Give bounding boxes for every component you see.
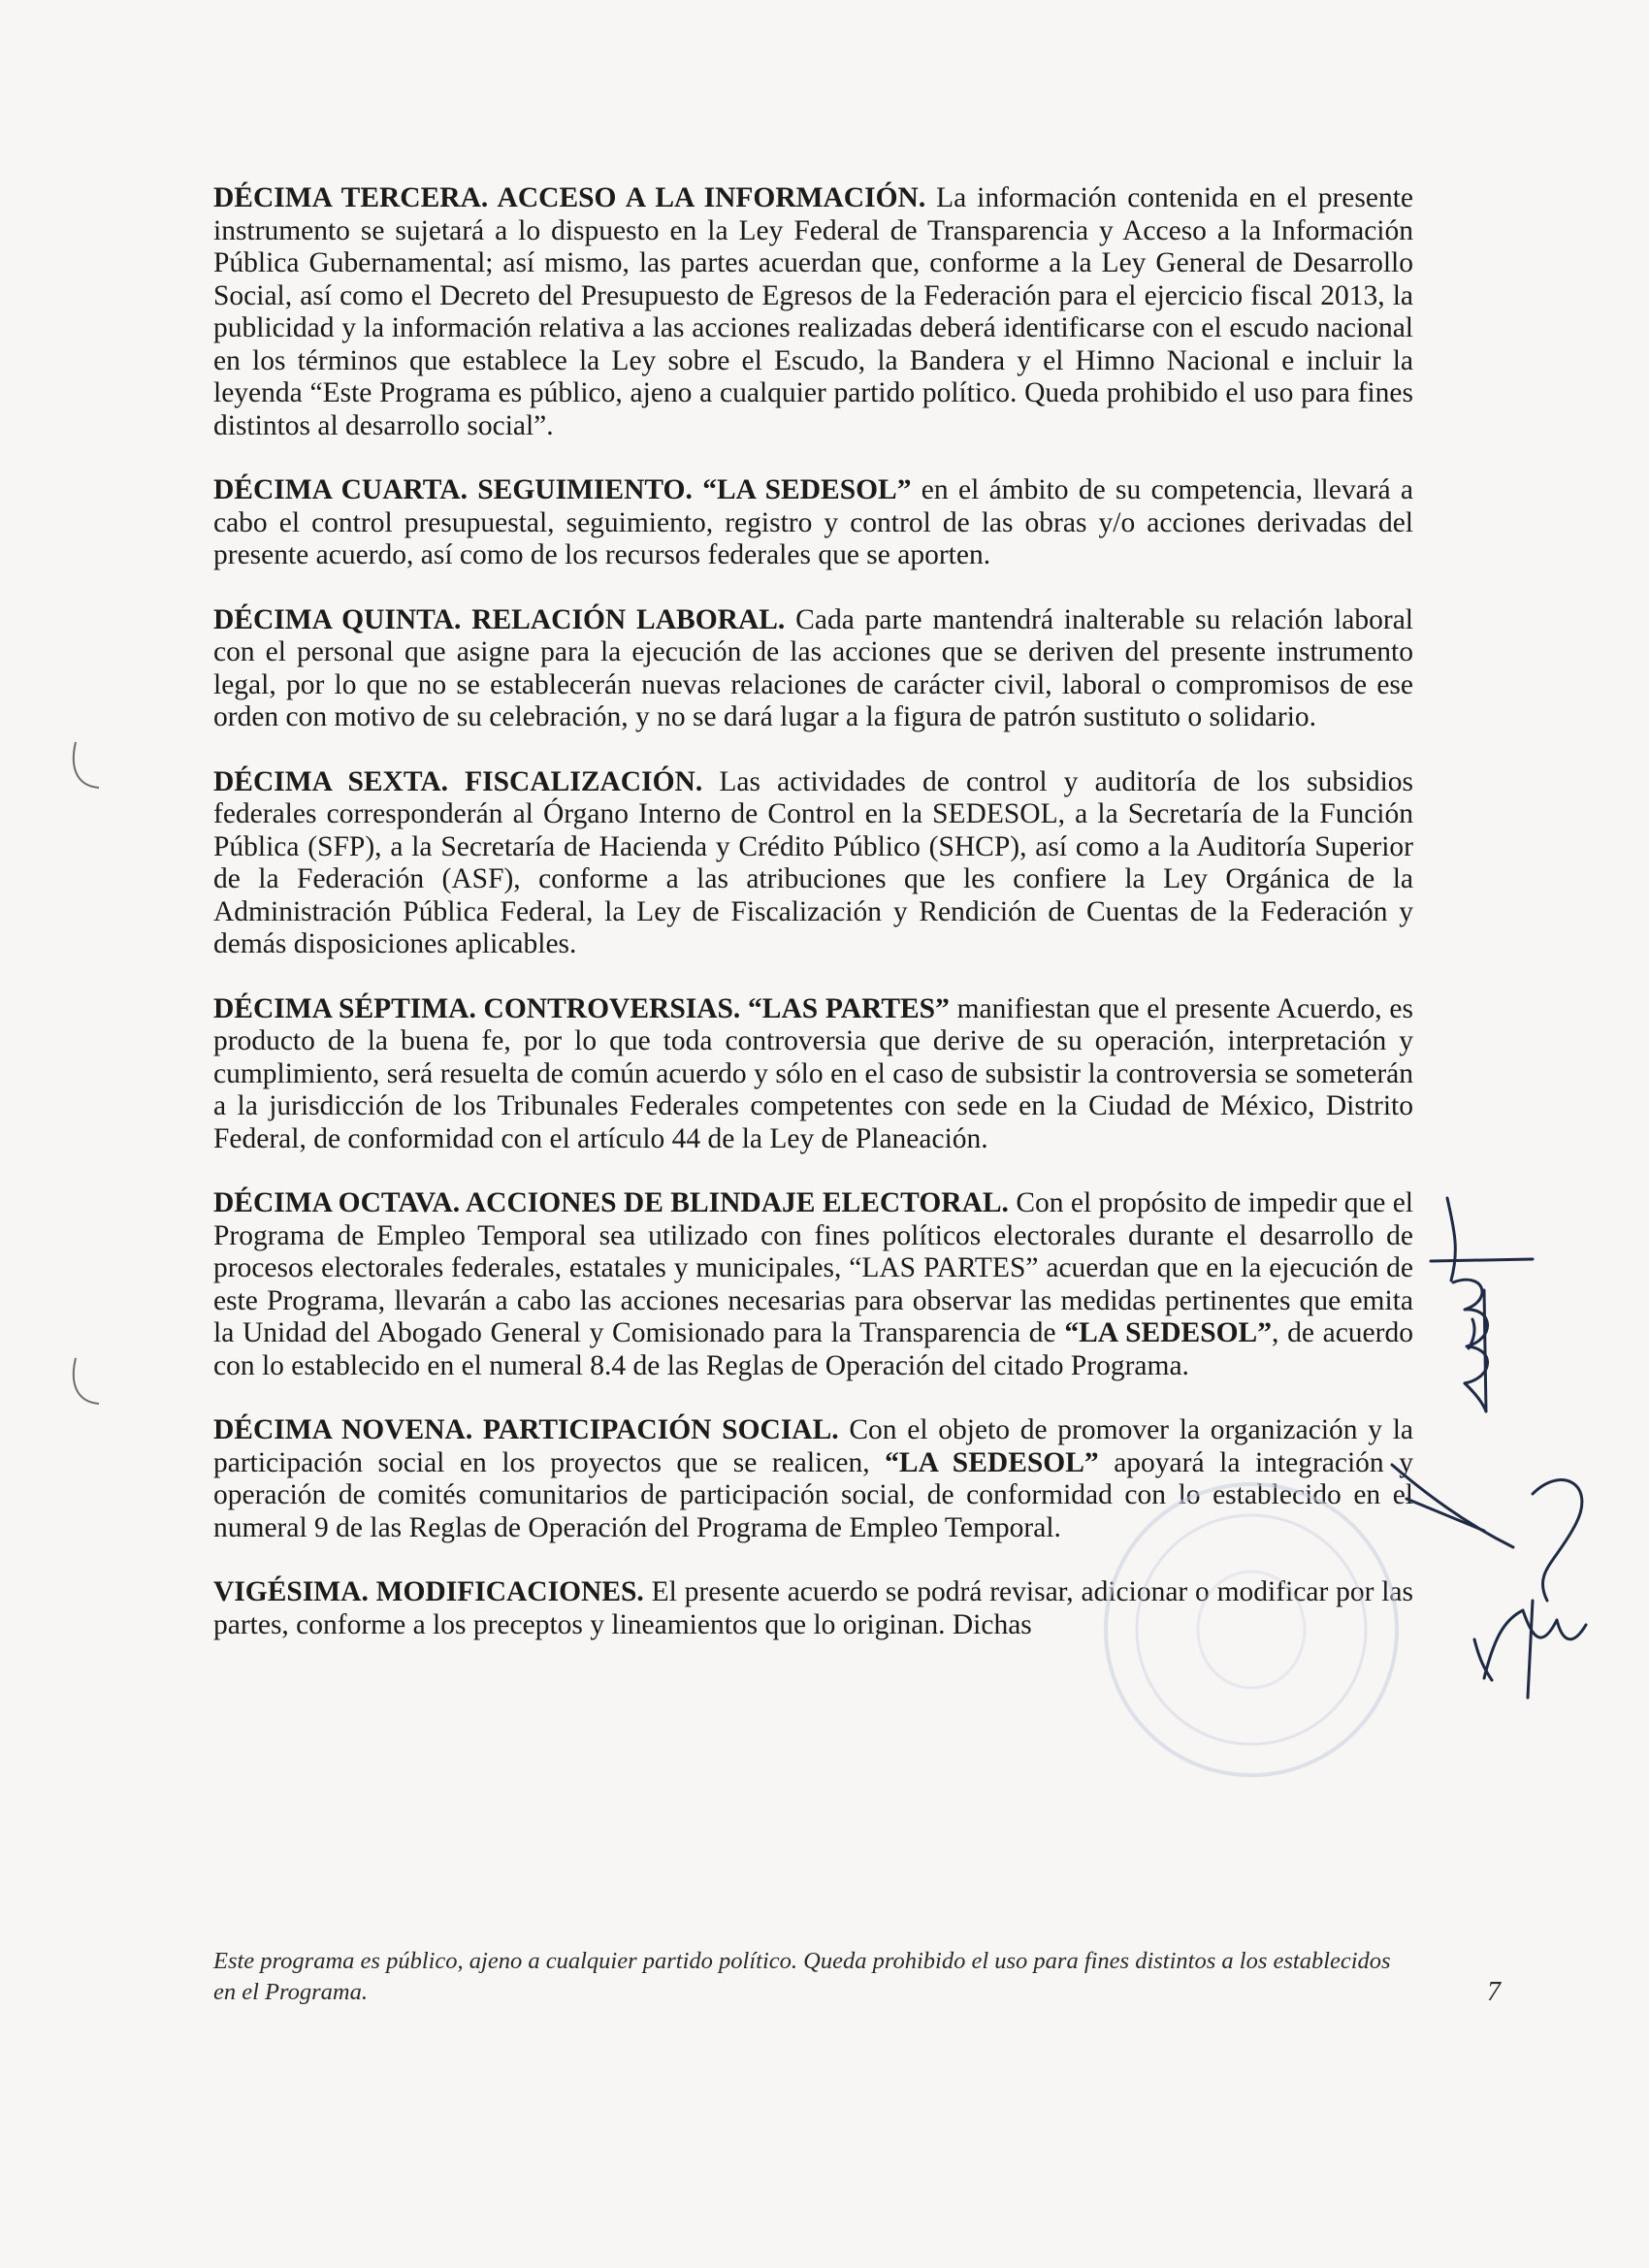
signature-mark xyxy=(1426,1193,1542,1426)
clause-text xyxy=(693,474,702,505)
clause-text xyxy=(740,993,748,1024)
clause-heading: DÉCIMA NOVENA. PARTICIPACIÓN SOCIAL. xyxy=(213,1414,839,1445)
margin-mark xyxy=(66,1353,105,1411)
clause-text: Cada parte mantendrá inalterable su relación laboral con el personal que asigne para la ejecución de las acciones que se deriven del presente instrumento legal, por lo que no se establecerán nuevas relaciones de carácter civil, laboral o compromisos de ese orden con motivo de su celebración, y no se dará lugar a la figura de patrón sustituto o solidario. xyxy=(213,603,1413,732)
clause-text: El presente acuerdo se podrá revisar, adicionar o modificar por las partes, conforme a los preceptos y lineamientos que lo originan. Dichas xyxy=(213,1576,1413,1640)
clause-heading: VIGÉSIMA. MODIFICACIONES. xyxy=(213,1576,644,1607)
clause-decima-quinta xyxy=(213,604,1413,734)
clause-decima-tercera xyxy=(213,182,1413,442)
clause-heading: DÉCIMA QUINTA. RELACIÓN LABORAL. xyxy=(213,603,786,635)
clause-heading: DÉCIMA SÉPTIMA. CONTROVERSIAS. xyxy=(213,992,741,1024)
party-name-las-partes: “LAS PARTES” xyxy=(748,992,950,1024)
clause-heading: DÉCIMA SEXTA. FISCALIZACIÓN. xyxy=(213,765,703,797)
clause-text: Con el objeto de promover la organización y la participación social en los proyectos que se realicen, xyxy=(213,1414,1413,1478)
clause-list xyxy=(213,182,1413,1673)
clause-text: manifiestan que el presente Acuerdo, es producto de la buena fe, por lo que toda controversia que derive de su operación, interpretación y cumplimiento, será resuelta de común acuerdo y sólo en el caso de subsistir la controversia se someterán a la jurisdicción de los Tribunales Federales competentes con sede en la Ciudad de México, Distrito Federal, de conformidad con el artículo 44 de la Ley de Planeación. xyxy=(213,992,1413,1154)
clause-text: , de acuerdo con lo establecido en el numeral 8.4 de las Reglas de Operación del citado Programa. xyxy=(213,1317,1413,1381)
party-name-sedesol: “LA SEDESOL” xyxy=(885,1446,1099,1478)
clause-decima-septima xyxy=(213,993,1413,1156)
party-name-sedesol: “LA SEDESOL” xyxy=(1064,1317,1272,1348)
clause-heading: DÉCIMA OCTAVA. ACCIONES DE BLINDAJE ELECTORAL. xyxy=(213,1187,1009,1218)
clause-decima-octava xyxy=(213,1187,1413,1382)
clause-decima-cuarta xyxy=(213,474,1413,572)
clause-text: La información contenida en el presente instrumento se sujetará a lo dispuesto en la Ley Federal de Transparencia y Acceso a la Información Pública Gubernamental; así mismo, las partes acuerdan que, conforme a la Ley General de Desarrollo Social, así como el Decreto del Presupuesto de Egresos de la Federación para el ejercicio fiscal 2013, la publicidad y la información relativa a las acciones realizadas deberá identificarse con el escudo nacional en los términos que establece la Ley sobre el Escudo, la Bandera y el Himno Nacional e incluir la leyenda “Este Programa es público, ajeno a cualquier partido político. Queda prohibido el uso para fines distintos al desarrollo social”. xyxy=(213,182,1414,441)
clause-heading: DÉCIMA TERCERA. ACCESO A LA INFORMACIÓN. xyxy=(213,182,926,213)
clause-text: apoyará la integración y operación de comités comunitarios de participación social, de conformidad con lo establecido en el numeral 9 de las Reglas de Operación del Programa de Empleo Temporal. xyxy=(213,1446,1413,1543)
page-footer-legend: Este programa es público, ajeno a cualquier partido político. Queda prohibido el uso para fines distintos a los establecidos en el Programa. xyxy=(213,1948,1391,2005)
clause-decima-sexta xyxy=(213,766,1413,961)
clause-text: en el ámbito de su competencia, llevará a cabo el control presupuestal, seguimiento, registro y control de las obras y/o acciones derivadas del presente acuerdo, así como de los recursos federales que se aporten. xyxy=(213,474,1413,570)
signature-mark xyxy=(1387,1455,1610,1707)
page-number: 7 xyxy=(1487,1977,1501,2007)
clause-text: Las actividades de control y auditoría de los subsidios federales corresponderán al Órgano Interno de Control en la SEDESOL, a la Secretaría de la Función Pública (SFP), a la Secretaría de Hacienda y Crédito Público (SHCP), así como a la Auditoría Superior de la Federación (ASF), conforme a las atribuciones que les confiere la Ley Orgánica de la Administración Pública Federal, la Ley de Fiscalización y Rendición de Cuentas de la Federación y demás disposiciones aplicables. xyxy=(213,765,1414,959)
clause-heading: DÉCIMA CUARTA. SEGUIMIENTO. xyxy=(213,474,693,505)
clause-text: Con el propósito de impedir que el Programa de Empleo Temporal sea utilizado con fines políticos electorales durante el desarrollo de procesos electorales federales, estatales y municipales, “LAS PARTES” acuerdan que en la ejecución de este Programa, llevarán a cabo las acciones necesarias para observar las medidas pertinentes que emita la Unidad del Abogado General y Comisionado para la Transparencia de xyxy=(213,1187,1413,1348)
party-name-sedesol: “LA SEDESOL” xyxy=(702,474,912,505)
official-seal-stamp xyxy=(1086,1455,1416,1804)
margin-mark xyxy=(66,737,105,795)
